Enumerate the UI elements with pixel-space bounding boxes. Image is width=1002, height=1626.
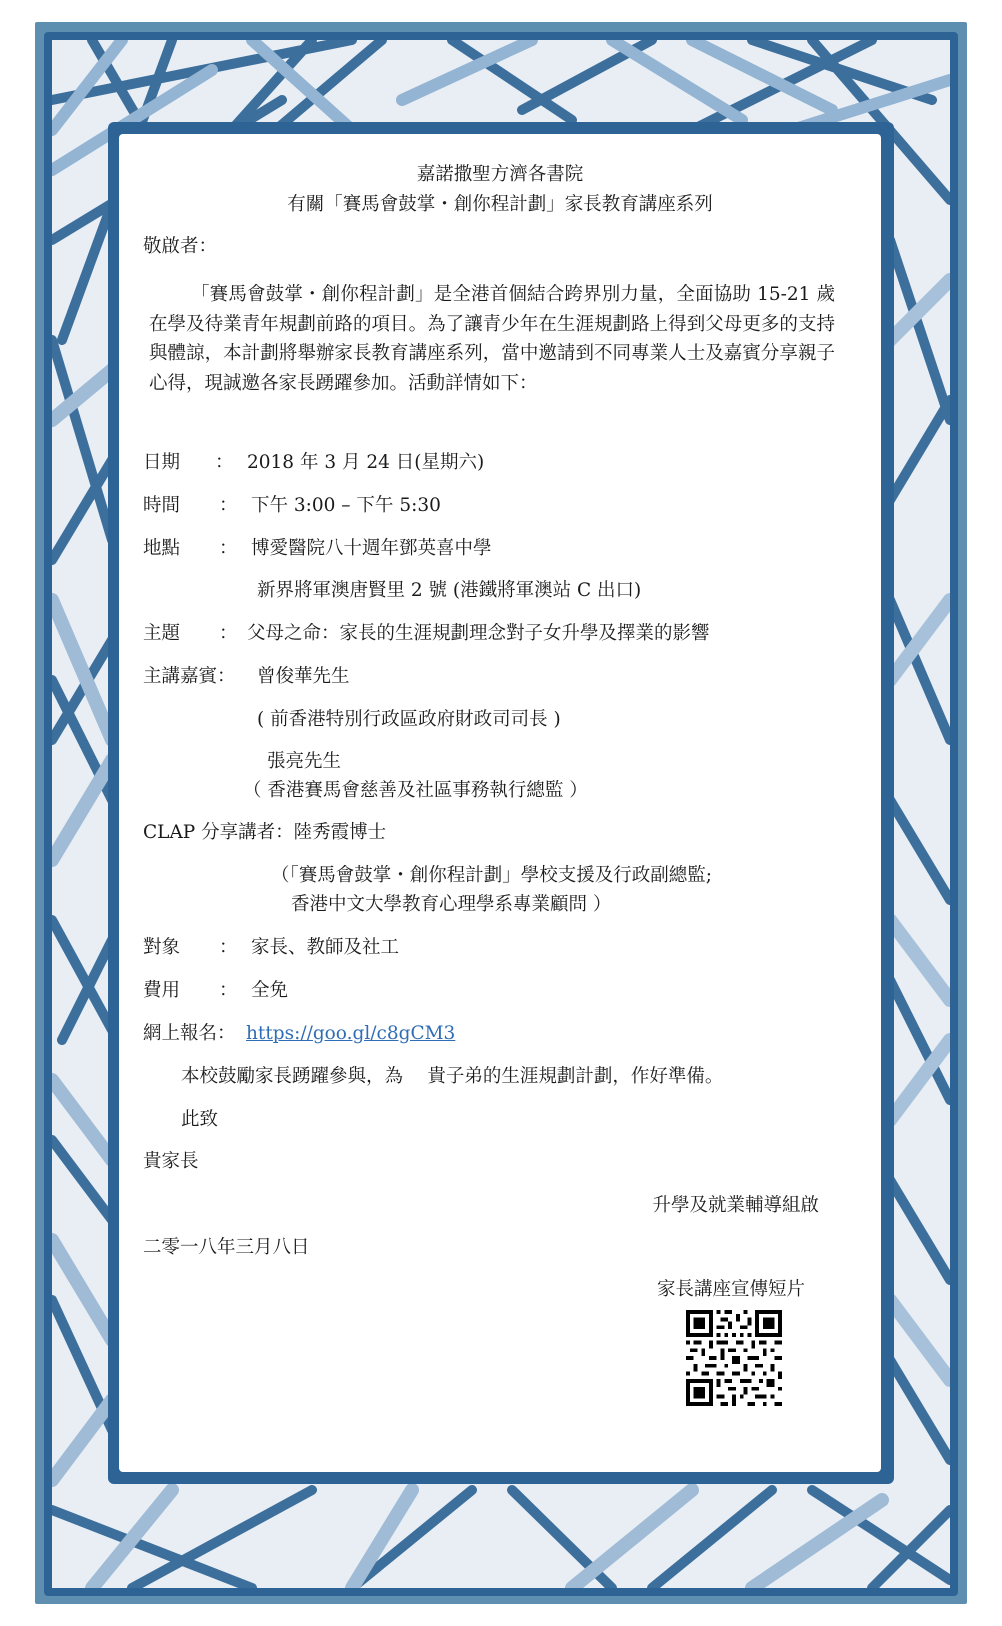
intro-paragraph: 「賽馬會鼓掌・創你程計劃」是全港首個結合跨界別力量，全面協助 15-21 歲在學及待業青年規劃前路的項目。為了讓青少年在生涯規劃路上得到父母更多的支持與體諒，本計劃將舉辦家長教育講座系列，當中邀請到不同專業人士及嘉賓分享親子心得，現誠邀各家長踴躍參加。活動詳情如下： xyxy=(149,284,835,394)
speaker2-name: 張亮先生 xyxy=(267,751,342,772)
salutation: 敬啟者： xyxy=(143,236,218,257)
fee-colon: ： xyxy=(219,980,238,1001)
date-value: 2018 年 3 月 24 日(星期六) xyxy=(247,452,485,473)
time-label: 時間 xyxy=(143,495,181,516)
encourage-text: 本校鼓勵家長踴躍參與，為 貴子弟的生涯規劃計劃，作好準備。 xyxy=(181,1066,724,1087)
signature: 升學及就業輔導組啟 xyxy=(652,1195,819,1216)
school-name: 嘉諾撒聖方濟各書院 xyxy=(416,164,584,185)
video-label: 家長講座宣傳短片 xyxy=(656,1279,805,1300)
recipient: 貴家長 xyxy=(143,1151,199,1172)
registration-link[interactable]: https://goo.gl/c8gCM3 xyxy=(246,1023,456,1044)
letter-panel xyxy=(119,134,881,1472)
audience-label: 對象 xyxy=(143,937,181,958)
time-colon: ： xyxy=(219,495,238,516)
fee-label: 費用 xyxy=(143,980,181,1001)
venue-address: 新界將軍澳唐賢里 2 號 (港鐵將軍澳站 C 出口) xyxy=(257,580,642,601)
date-label: 日期 xyxy=(143,452,181,473)
topic-label: 主題 xyxy=(143,623,181,644)
clap-speaker: CLAP 分享講者：陸秀霞博士 xyxy=(143,822,387,843)
ci-zhi: 此致 xyxy=(181,1109,219,1130)
venue-label: 地點 xyxy=(143,538,181,559)
qr-code-icon[interactable] xyxy=(686,1310,782,1406)
speaker1-name: 曾俊華先生 xyxy=(257,666,350,687)
speaker2-title: （ 香港賽馬會慈善及社區事務執行總監 ） xyxy=(243,780,588,801)
clap-speaker-title-2: 香港中文大學教育心理學系專業顧問 ） xyxy=(291,894,612,915)
registration-label: 網上報名： xyxy=(143,1023,236,1044)
venue-value: 博愛醫院八十週年鄧英喜中學 xyxy=(251,538,492,559)
letter-title: 有關「賽馬會鼓掌・創你程計劃」家長教育講座系列 xyxy=(287,194,713,215)
speaker1-title: ( 前香港特別行政區政府財政司司長 ) xyxy=(257,709,561,730)
topic-value: 父母之命：家長的生涯規劃理念對子女升學及擇業的影響 xyxy=(247,623,710,644)
topic-colon: ： xyxy=(219,623,238,644)
speakers-label: 主講嘉賓： xyxy=(143,666,236,687)
date-colon: ： xyxy=(215,452,234,473)
fee-value: 全免 xyxy=(251,980,289,1001)
venue-colon: ： xyxy=(219,538,238,559)
clap-speaker-title-1: （「賽馬會鼓掌・創你程計劃」學校支援及行政副總監; xyxy=(271,865,712,886)
audience-value: 家長、教師及社工 xyxy=(251,937,400,958)
letter-date: 二零一八年三月八日 xyxy=(143,1237,310,1258)
audience-colon: ： xyxy=(219,937,238,958)
time-value: 下午 3:00 – 下午 5:30 xyxy=(251,495,441,516)
